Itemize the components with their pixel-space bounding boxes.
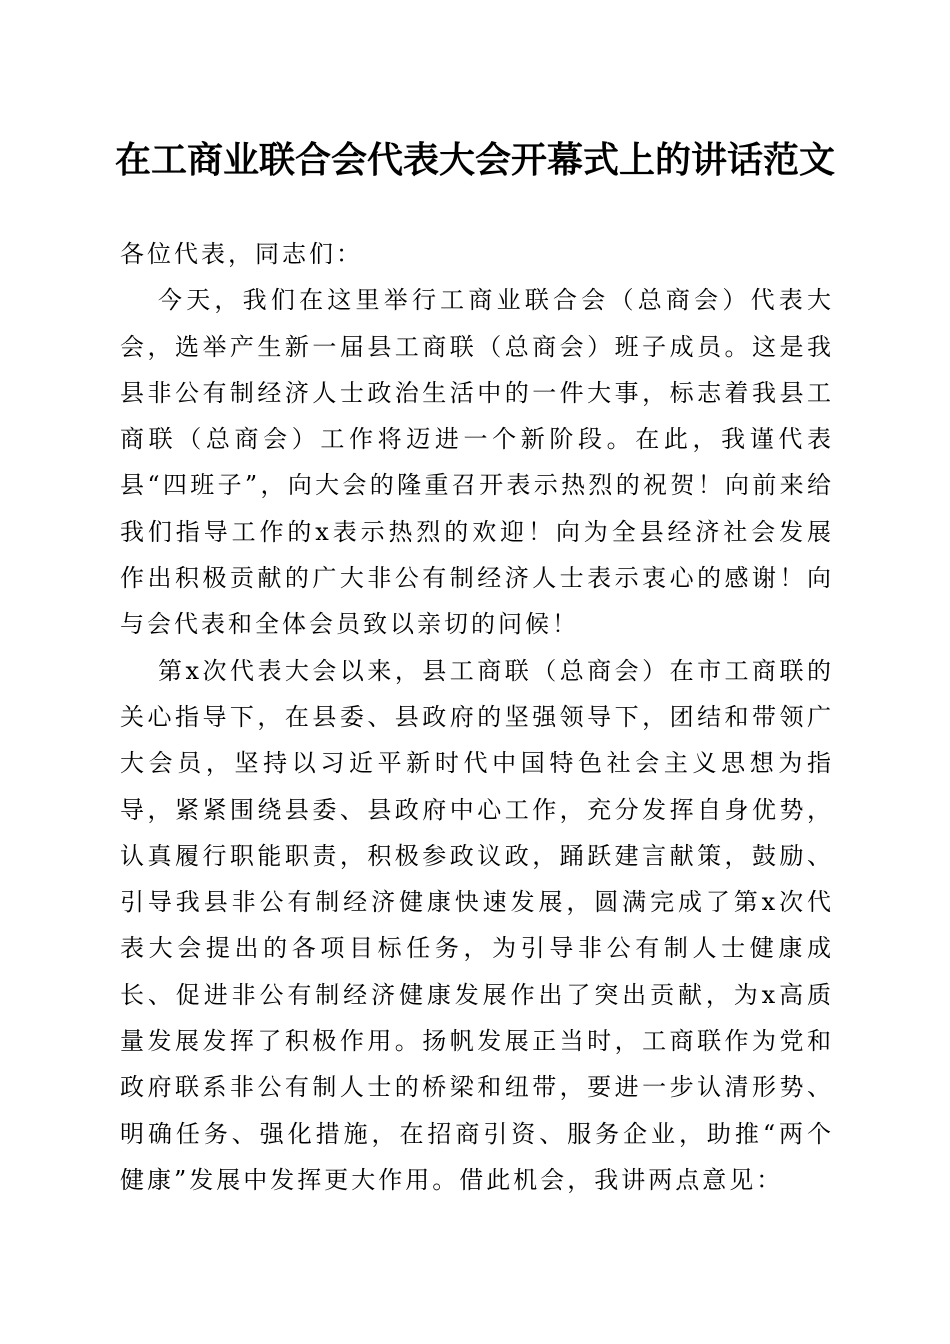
body-paragraph-2: 第x次代表大会以来，县工商联（总商会）在市工商联的关心指导下，在县委、县政府的坚强领导下，团结和带领广大会员，坚持以习近平新时代中国特色社会主义思想为指导，紧紧围绕县委、县政府中心工作，充分发挥自身优势，认真履行职能职责，积极参政议政，踊跃建言献策，鼓励、引导我县非公有制经济健康快速发展，圆满完成了第x次代表大会提出的各项目标任务，为引导非公有制人士健康成长、促进非公有制经济健康发展作出了突出贡献，为x高质量发展发挥了积极作用。扬帆发展正当时，工商联作为党和政府联系非公有制人士的桥梁和纽带，要进一步认清形势、明确任务、强化措施，在招商引资、服务企业，助推“两个健康”发展中发挥更大作用。借此机会，我讲两点意见：	[120, 656, 834, 1194]
salutation-paragraph: 各位代表，同志们：	[120, 240, 363, 268]
document-body	[120, 231, 834, 1203]
body-paragraph-1: 今天，我们在这里举行工商业联合会（总商会）代表大会，选举产生新一届县工商联（总商会）班子成员。这是我县非公有制经济人士政治生活中的一件大事，标志着我县工商联（总商会）工作将迈进一个新阶段。在此，我谨代表县“四班子”，向大会的隆重召开表示热烈的祝贺！向前来给我们指导工作的x表示热烈的欢迎！向为全县经济社会发展作出积极贡献的广大非公有制经济人士表示衷心的感谢！向与会代表和全体会员致以亲切的问候！	[120, 286, 834, 639]
document-title: 在工商业联合会代表大会开幕式上的讲话范文	[114, 139, 835, 181]
